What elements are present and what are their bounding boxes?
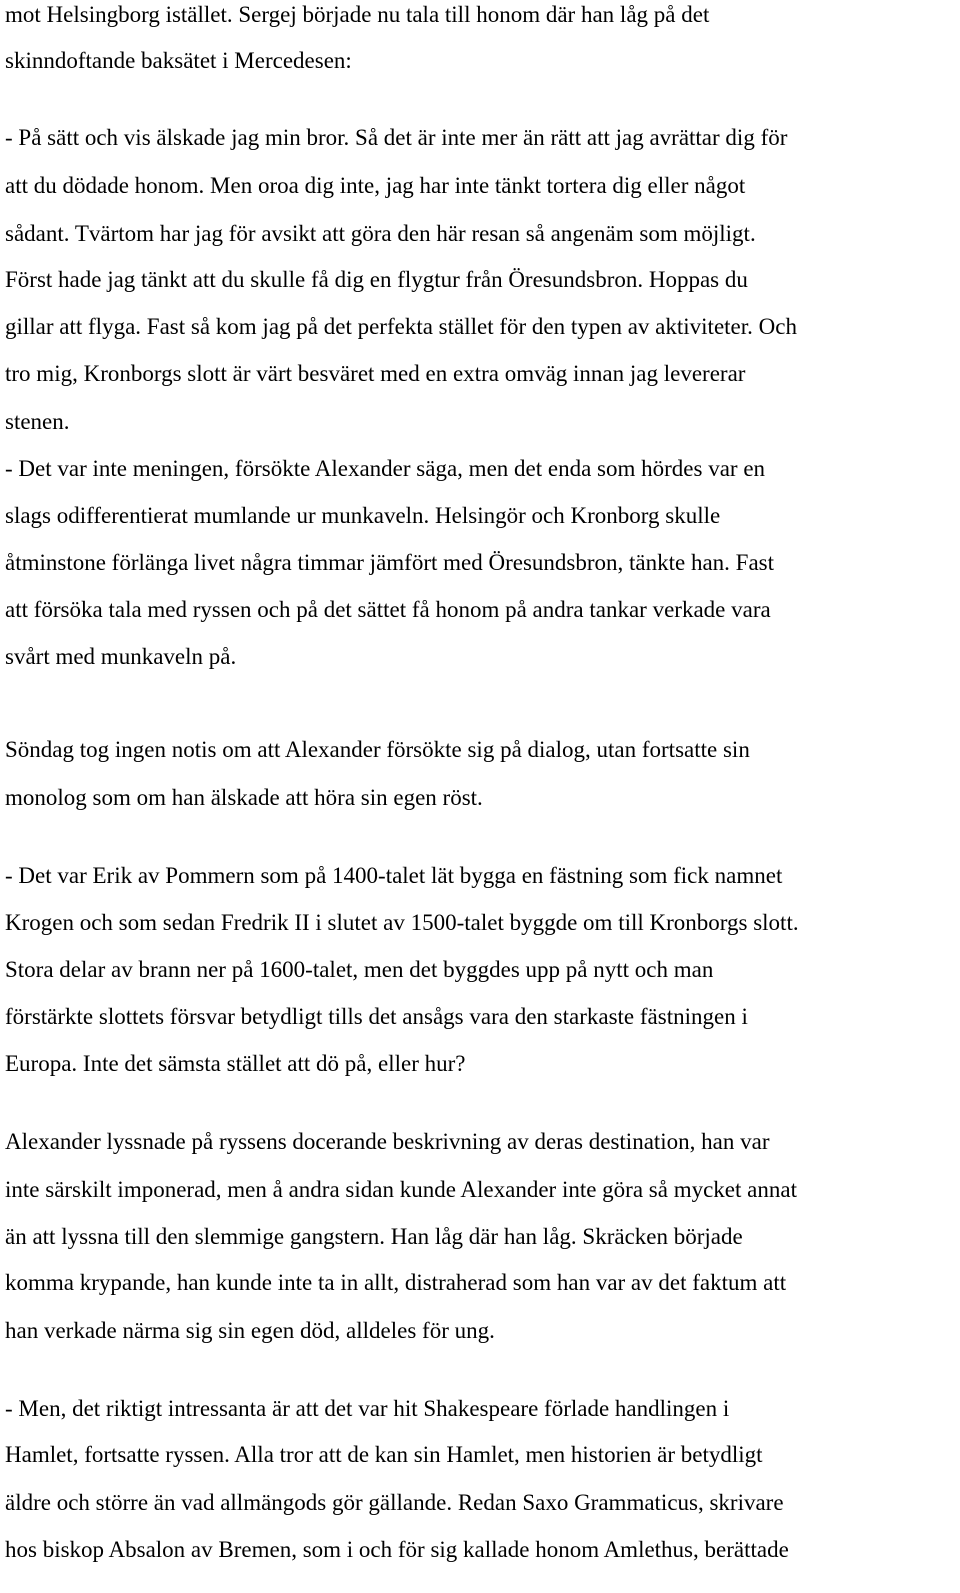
text-line: skinndoftande baksätet i Mercedesen:	[5, 48, 352, 73]
text-line: - På sätt och vis älskade jag min bror. Så det är inte mer än rätt att jag avrättar dig för	[5, 125, 788, 150]
text-line: monolog som om han älskade att höra sin egen röst.	[5, 785, 483, 810]
text-line: komma krypande, han kunde inte ta in allt, distraherad som han var av det faktum att	[5, 1270, 787, 1295]
text-line: Krogen och som sedan Fredrik II i slutet av 1500-talet byggde om till Kronborgs slott.	[5, 910, 799, 935]
text-line: Söndag tog ingen notis om att Alexander försökte sig på dialog, utan fortsatte sin	[5, 737, 750, 762]
text-line: mot Helsingborg istället. Sergej började nu tala till honom där han låg på det	[5, 2, 710, 27]
text-line: än att lyssna till den slemmige gangstern. Han låg där han låg. Skräcken började	[5, 1224, 743, 1249]
text-line: gillar att flyga. Fast så kom jag på det perfekta stället för den typen av aktiviteter. Och	[5, 314, 797, 339]
text-line: åtminstone förlänga livet några timmar jämfört med Öresundsbron, tänkte han. Fast	[5, 550, 775, 575]
text-line: - Det var inte meningen, försökte Alexander säga, men det enda som hördes var en	[5, 456, 766, 481]
text-line: hos biskop Absalon av Bremen, som i och för sig kallade honom Amlethus, berättade	[5, 1537, 789, 1562]
text-line: tro mig, Kronborgs slott är värt besväret med en extra omväg innan jag levererar	[5, 361, 746, 386]
text-line: slags odifferentierat mumlande ur munkaveln. Helsingör och Kronborg skulle	[5, 503, 721, 528]
text-line: Stora delar av brann ner på 1600-talet, men det byggdes upp på nytt och man	[5, 957, 714, 982]
text-line: Alexander lyssnade på ryssens docerande beskrivning av deras destination, han var	[5, 1129, 770, 1154]
text-line: han verkade närma sig sin egen död, alldeles för ung.	[5, 1318, 495, 1343]
text-line: äldre och större än vad allmängods gör gällande. Redan Saxo Grammaticus, skrivare	[5, 1490, 784, 1515]
text-line: svårt med munkaveln på.	[5, 644, 237, 669]
text-line: - Men, det riktigt intressanta är att det var hit Shakespeare förlade handlingen i	[5, 1396, 730, 1421]
text-line: sådant. Tvärtom har jag för avsikt att göra den här resan så angenäm som möjligt.	[5, 221, 756, 246]
text-line: förstärkte slottets försvar betydligt tills det ansågs vara den starkaste fästningen i	[5, 1004, 748, 1029]
text-line: stenen.	[5, 409, 70, 434]
text-line: Först hade jag tänkt att du skulle få dig en flygtur från Öresundsbron. Hoppas du	[5, 267, 748, 292]
text-line: Hamlet, fortsatte ryssen. Alla tror att de kan sin Hamlet, men historien är betydligt	[5, 1442, 763, 1467]
text-line: inte särskilt imponerad, men å andra sidan kunde Alexander inte göra så mycket annat	[5, 1177, 797, 1202]
text-line: - Det var Erik av Pommern som på 1400-talet lät bygga en fästning som fick namnet	[5, 863, 783, 888]
text-line: Europa. Inte det sämsta stället att dö på, eller hur?	[5, 1051, 466, 1076]
text-line: att försöka tala med ryssen och på det sättet få honom på andra tankar verkade vara	[5, 597, 771, 622]
text-line: att du dödade honom. Men oroa dig inte, jag har inte tänkt tortera dig eller något	[5, 173, 746, 198]
